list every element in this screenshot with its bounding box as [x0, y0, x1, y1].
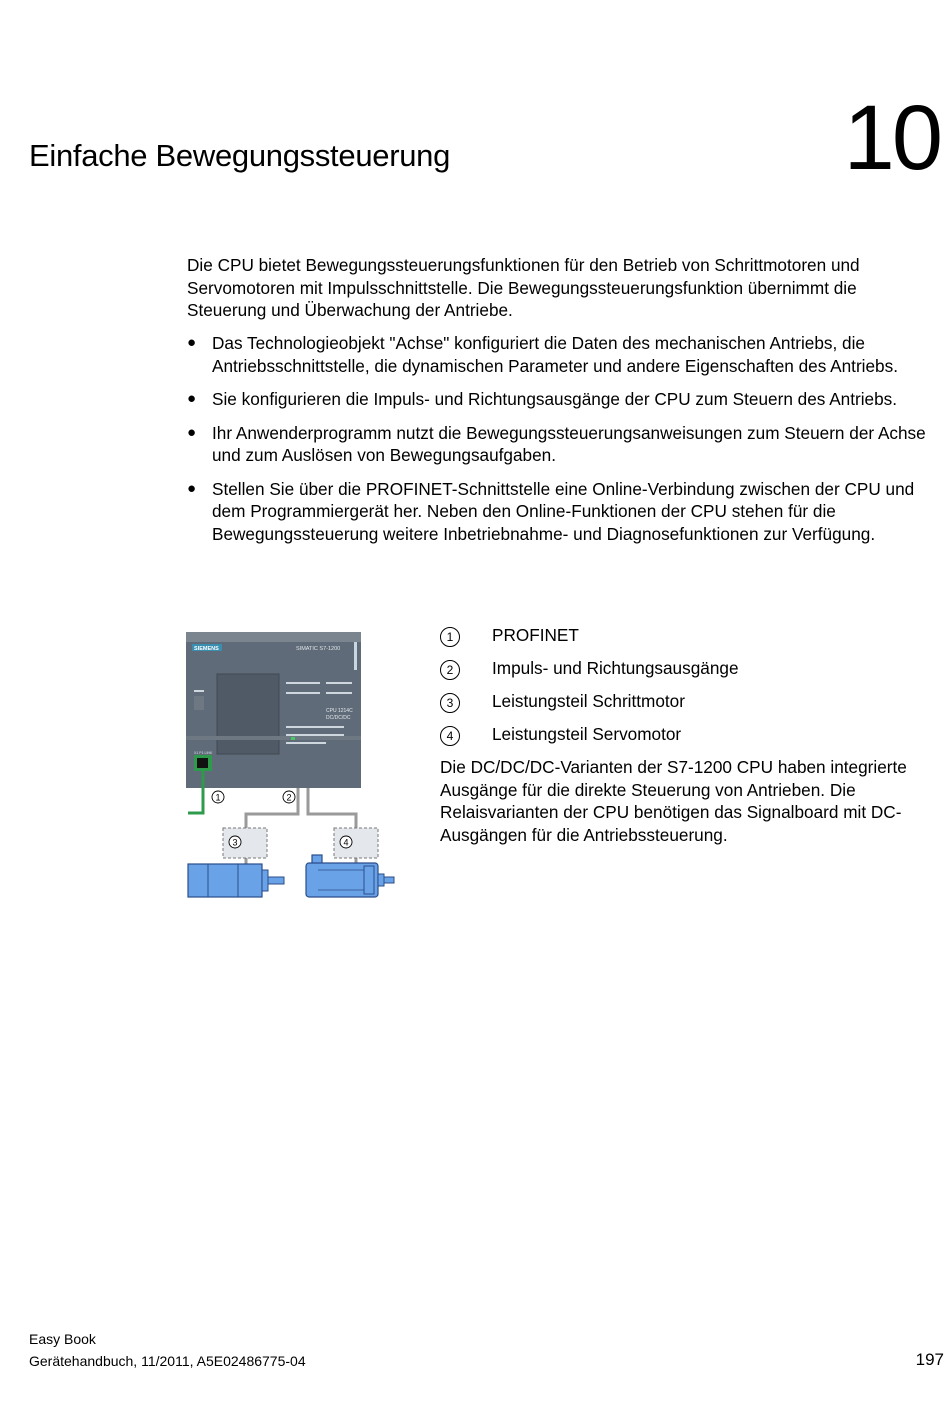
bullet-text: Ihr Anwenderprogramm nutzt die Bewegungssteuerungsanweisungen zum Steuern der Achse und zum Auslösen von Bewegungsaufgaben. — [212, 422, 926, 465]
callout-3: 3 — [232, 837, 238, 848]
bullet-item — [187, 422, 947, 467]
svg-text:2: 2 — [286, 792, 292, 803]
stepper-motor-icon — [188, 864, 284, 897]
page-number: 197 — [915, 1350, 944, 1369]
chapter-number: 10 — [843, 87, 940, 189]
cpu-model: SIMATIC S7-1200 — [296, 646, 341, 652]
footer-book-title: Easy Book — [29, 1331, 96, 1347]
cpu-brand: SIEMENS — [194, 646, 219, 652]
legend-label: Impuls- und Richtungsausgänge — [492, 658, 739, 678]
bullet-dot-icon: ● — [187, 423, 197, 441]
callout-2 — [283, 791, 295, 803]
cpu-label: CPU 1214C — [326, 708, 353, 714]
bullet-dot-icon: ● — [187, 334, 197, 351]
servo-motor-icon — [306, 855, 394, 897]
footer — [29, 1328, 306, 1372]
legend-note: Die DC/DC/DC-Varianten der S7-1200 CPU haben integrierte Ausgänge für die direkte Steuerung von Antrieben. Die Relaisvarianten der CPU benötigen das Signalboard mit DC-Ausgängen für die Antriebssteuerung. — [440, 757, 907, 845]
cpu-module — [186, 632, 361, 788]
legend-label: Leistungsteil Schrittmotor — [492, 691, 685, 711]
chapter-title: Einfache Bewegungssteuerung — [29, 138, 451, 173]
callout-1 — [212, 791, 224, 803]
bullet-item — [187, 332, 947, 377]
bullet-dot-icon: ● — [187, 390, 197, 407]
bullet-text: Sie konfigurieren die Impuls- und Richtungsausgänge der CPU zum Steuern des Antriebs. — [212, 389, 898, 409]
legend-label: PROFINET — [492, 625, 579, 645]
legend-item — [440, 723, 950, 756]
bullet-list — [187, 332, 947, 556]
callout-4: 4 — [343, 837, 349, 848]
stepper-drive-box — [223, 828, 267, 858]
bullet-text: Das Technologieobjekt "Achse" konfiguriert die Daten des mechanischen Antriebs, die Antriebsschnittstelle, die dynamischen Parameter und andere Eigenschaften des Antriebs. — [212, 333, 898, 376]
bullet-item — [187, 388, 947, 411]
legend-number: 2 — [440, 660, 460, 680]
legend-number: 1 — [440, 627, 460, 647]
cpu-variant-label: DC/DC/DC — [326, 715, 351, 721]
legend-number: 4 — [440, 726, 460, 746]
figure-legend — [440, 624, 950, 846]
legend-item — [440, 624, 950, 657]
legend-item — [440, 657, 950, 690]
footer-edition: Gerätehandbuch, 11/2011, A5E02486775-04 — [29, 1353, 306, 1369]
legend-number: 3 — [440, 693, 460, 713]
svg-text:1: 1 — [215, 792, 221, 803]
bullet-text: Stellen Sie über die PROFINET-Schnittstelle eine Online-Verbindung zwischen der CPU und dem Programmiergerät her. Neben den Online-Funktionen der CPU stehen für die Bewegungssteuerung weitere Inbetriebnahme- und Diagnosefunktionen zur Verfügung. — [212, 478, 915, 544]
legend-item — [440, 690, 950, 723]
bullet-item — [187, 478, 947, 546]
bullet-dot-icon: ● — [187, 479, 197, 497]
servo-drive-box — [334, 828, 378, 858]
intro-paragraph: Die CPU bietet Bewegungssteuerungsfunktionen für den Betrieb von Schrittmotoren und Servomotoren mit Impulsschnittstelle. Die Bewegungssteuerungsfunktion übernimmt die Steuerung und Überwachung der Antriebe. — [187, 255, 860, 320]
port-label: X1 P1 LINK — [194, 751, 213, 755]
legend-label: Leistungsteil Servomotor — [492, 724, 682, 744]
motion-control-figure — [186, 630, 398, 900]
